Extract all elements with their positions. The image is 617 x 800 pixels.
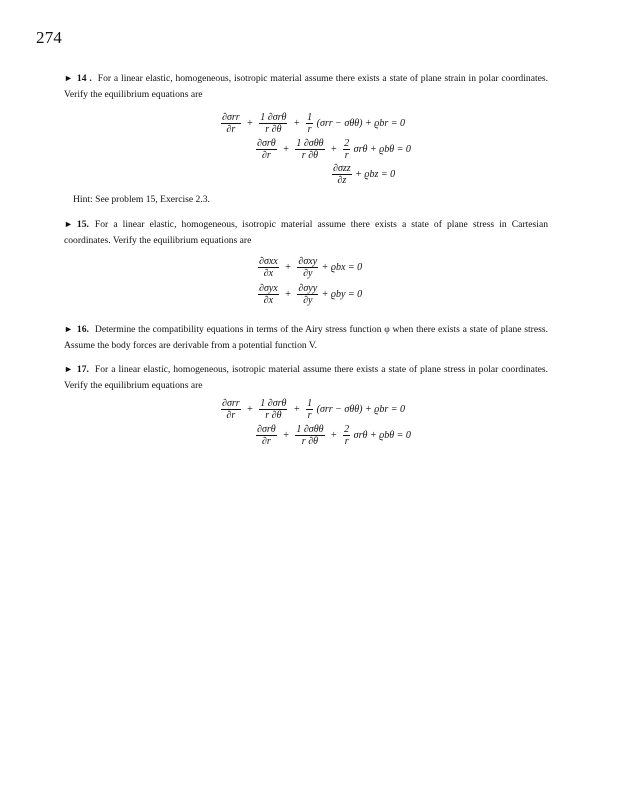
problem-text: For a linear elastic, homogeneous, isotropic material assume there exists a state of plane stress in polar coordinates. Verify the equilibrium equations are [64, 364, 548, 391]
triangle-marker-icon: ► [64, 73, 73, 83]
hint-text: Hint: See problem 15, Exercise 2.3. [73, 194, 210, 205]
triangle-marker-icon: ► [64, 324, 73, 334]
problem-17 [64, 361, 548, 394]
equation-row: $\frac{\text{∂σrr}}{\partial r}$ + $\frac{\text{1 ∂σrθ}}{r \partial\theta}$ + $\frac{1}{r}$ (σrr − σθθ) + ϱbr = 0 [222, 398, 405, 421]
problem-number: 17. [76, 364, 89, 375]
problem-number: 14 . [76, 73, 92, 84]
problem-16 [64, 321, 548, 354]
equation-row: $\frac{\text{∂σyx}}{\partial x}$ + $\frac{\text{∂σyy}}{\partial y}$ + ϱby = 0 [259, 283, 363, 306]
page-number: 274 [36, 28, 63, 47]
equation-row: $\frac{\text{∂σrθ}}{\partial r}$ + $\frac{\text{1 ∂σθθ}}{r \partial\theta}$ + $\frac{2}{r}$ σrθ + ϱbθ = 0 [257, 424, 411, 447]
equation-row: $\frac{\text{∂σxx}}{\partial x}$ + $\frac{\text{∂σxy}}{\partial y}$ + ϱbx = 0 [259, 256, 363, 279]
triangle-marker-icon: ► [64, 219, 73, 229]
problem-text: For a linear elastic, homogeneous, isotropic material assume there exists a state of plane strain in polar coordinates. Verify the equilibrium equations are [64, 73, 549, 100]
triangle-marker-icon: ► [64, 364, 73, 374]
equation-row: $\frac{\text{∂σrr}}{\partial r}$ + $\frac{\text{1 ∂σrθ}}{r \partial\theta}$ + $\frac{1}{r}$ (σrr − σθθ) + ϱbr = 0 [222, 112, 405, 135]
problem-15 [64, 216, 548, 249]
problem-number: 16. [76, 324, 89, 335]
equation-row: $\frac{\text{∂σzz}}{\partial z}$ + ϱbz = 0 [333, 163, 396, 186]
equation-row: $\frac{\text{∂σrθ}}{\partial r}$ + $\frac{\text{1 ∂σθθ}}{r \partial\theta}$ + $\frac{2}{r}$ σrθ + ϱbθ = 0 [257, 138, 411, 161]
problem-text: Determine the compatibility equations in terms of the Airy stress function φ when there exists a state of plane stress. Assume the body forces are derivable from a potential function V. [64, 324, 548, 351]
problem-14 [64, 70, 548, 103]
problem-text: For a linear elastic, homogeneous, isotropic material assume there exists a state of plane stress in Cartesian coordinates. Verify the equilibrium equations are [64, 219, 548, 246]
problem-number: 15. [76, 219, 89, 230]
